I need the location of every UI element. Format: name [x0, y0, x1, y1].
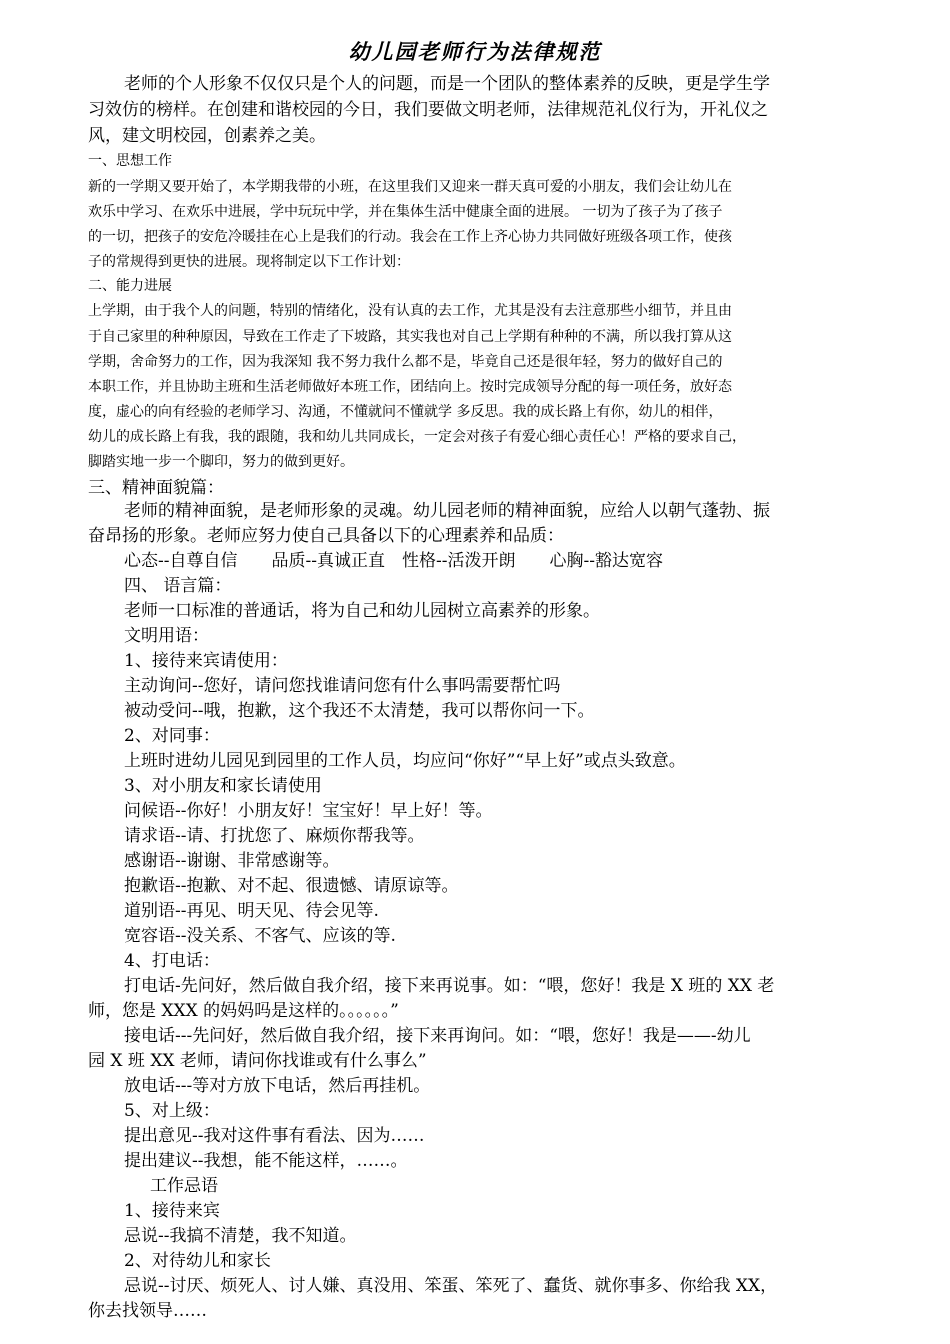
text-line: 上学期，由于我个人的问题，特别的情绪化，没有认真的去工作，尤其是没有去注意那些小细节，并且由 [88, 303, 732, 319]
text-line: 风，建文明校园，创素养之美。 [88, 126, 326, 146]
text-line: 新的一学期又要开始了，本学期我带的小班，在这里我们又迎来一群天真可爱的小朋友，我们会让幼儿在 [88, 179, 732, 195]
text-line: 5、对上级： [124, 1101, 220, 1121]
text-line: 的一切，把孩子的安危冷暖挂在心上是我们的行动。我会在工作上齐心协力共同做好班级各项工作，使孩 [88, 229, 732, 245]
document-title: 幼儿园老师行为法律规范 [348, 39, 602, 64]
text-line: 宽容语--没关系、不客气、应该的等. [124, 926, 396, 946]
section-heading: 四、 语言篇： [124, 576, 232, 596]
text-line: 园 X 班 XX 老师，请问你找谁或有什么事么” [88, 1051, 427, 1071]
section-heading: 三、精神面貌篇： [88, 478, 224, 498]
text-line: 度，虚心的向有经验的老师学习、沟通，不懂就问不懂就学 多反思。我的成长路上有你，幼儿的相伴， [88, 404, 723, 420]
section-heading: 二、能力进展 [88, 278, 172, 294]
text-line: 老师的精神面貌，是老师形象的灵魂。幼儿园老师的精神面貌，应给人以朝气蓬勃、振 [124, 501, 770, 521]
text-line: 问候语--你好！小朋友好！宝宝好！早上好！等。 [124, 801, 493, 821]
text-line: 2、对同事： [124, 726, 220, 746]
text-line: 主动询问--您好，请问您找谁请问您有什么事吗需要帮忙吗 [124, 676, 561, 696]
text-line: 提出建议--我想，能不能这样，……。 [124, 1151, 408, 1171]
text-line: 习效仿的榜样。在创建和谐校园的今日，我们要做文明老师，法律规范礼仪行为，开礼仪之 [88, 100, 768, 120]
text-line: 子的常规得到更快的进展。现将制定以下工作计划： [88, 254, 410, 270]
text-line: 本职工作，并且协助主班和生活老师做好本班工作，团结向上。按时完成领导分配的每一项任务，放好态 [88, 379, 732, 395]
text-line: 道别语--再见、明天见、待会见等. [124, 901, 379, 921]
text-line: 上班时进幼儿园见到园里的工作人员，均应问“你好”“早上好”或点头致意。 [124, 751, 686, 771]
text-line: 放电话---等对方放下电话，然后再挂机。 [124, 1076, 431, 1096]
text-line: 忌说--讨厌、烦死人、讨人嫌、真没用、笨蛋、笨死了、蠢货、就你事多、你给我 XX， [124, 1276, 778, 1296]
text-line: 欢乐中学习、在欢乐中进展，学中玩玩中学，并在集体生活中健康全面的进展。 一切为了孩子为了孩子 [88, 204, 723, 220]
text-line: 2、对待幼儿和家长 [124, 1251, 271, 1271]
text-line: 文明用语： [124, 626, 209, 646]
text-line: 1、接待来宾 [124, 1201, 220, 1221]
section-heading: 一、思想工作 [88, 153, 172, 169]
text-line: 3、对小朋友和家长请使用 [124, 776, 322, 796]
text-line: 心态--自尊自信 品质--真诚正直 性格--活泼开朗 心胸--豁达宽容 [124, 551, 663, 571]
text-line: 被动受问--哦，抱歉，这个我还不太清楚，我可以帮你问一下。 [124, 701, 595, 721]
text-line: 打电话-先问好，然后做自我介绍，接下来再说事。如：“喂，您好！我是 X 班的 XX 老 [124, 976, 775, 996]
text-line: 提出意见--我对这件事有看法、因为…… [124, 1126, 425, 1146]
text-line: 于自己家里的种种原因，导致在工作走了下坡路，其实我也对自己上学期有种种的不满，所以我打算从这 [88, 329, 732, 345]
text-line: 你去找领导…… [88, 1301, 207, 1321]
text-line: 脚踏实地一步一个脚印，努力的做到更好。 [88, 454, 354, 470]
text-line: 抱歉语--抱歉、对不起、很遗憾、请原谅等。 [124, 876, 459, 896]
text-line: 4、打电话： [124, 951, 220, 971]
text-line: 1、接待来宾请使用： [124, 651, 288, 671]
text-line: 幼儿的成长路上有我，我的跟随，我和幼儿共同成长，一定会对孩子有爱心细心责任心！严格的要求自己， [88, 429, 746, 445]
text-line: 奋昂扬的形象。老师应努力使自己具备以下的心理素养和品质： [88, 526, 564, 546]
text-line: 老师的个人形象不仅仅只是个人的问题，而是一个团队的整体素养的反映，更是学生学 [124, 74, 770, 94]
text-line: 忌说--我搞不清楚，我不知道。 [124, 1226, 357, 1246]
text-line: 请求语--请、打扰您了、麻烦你帮我等。 [124, 826, 425, 846]
text-line: 学期，舍命努力的工作，因为我深知 我不努力我什么都不是，毕竟自己还是很年轻，努力的做好自己的 [88, 354, 723, 370]
text-line: 感谢语--谢谢、非常感谢等。 [124, 851, 340, 871]
text-line: 师，您是 XXX 的妈妈吗是这样的。。。。。。” [88, 1001, 399, 1021]
section-heading: 工作忌语 [150, 1176, 218, 1196]
text-line: 接电话---先问好，然后做自我介绍，接下来再询问。如：“喂，您好！我是——-幼儿 [124, 1026, 751, 1046]
text-line: 老师一口标准的普通话，将为自己和幼儿园树立高素养的形象。 [124, 601, 600, 621]
